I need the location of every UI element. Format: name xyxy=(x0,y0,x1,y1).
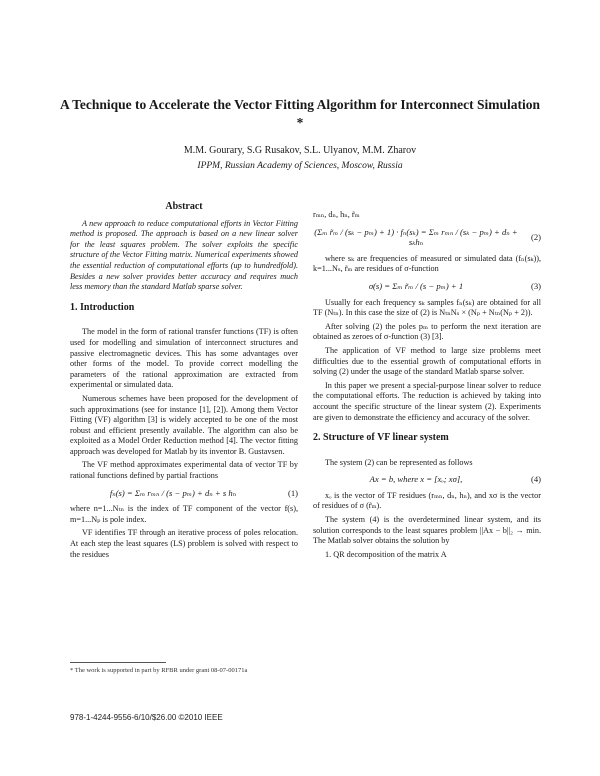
equation-2-body: (Σₘ r̃ₘ / (sₖ − pₘ) + 1) · fₙ(sₖ) = Σₘ rₘₙ / (sₖ − pₘ) + dₙ + sₖhₙ xyxy=(314,226,518,248)
section-heading-introduction: 1. Introduction xyxy=(70,301,135,313)
authors: M.M. Gourary, S.G Rusakov, S.L. Ulyanov, M.M. Zharov xyxy=(183,145,417,156)
right-paragraph-1: where sₖ are frequencies of measured or simulated data (fₙ(sₖ)), k=1...Nₛ, r̃ₘ are residues of σ-function xyxy=(313,253,541,274)
equation-3-number: (3) xyxy=(530,280,541,291)
right-column xyxy=(313,210,541,560)
equation-4-body: Ax = b, where x = [xₒ; xσ], xyxy=(369,474,463,485)
paper-title: A Technique to Accelerate the Vector Fitting Algorithm for Interconnect Simulation * xyxy=(60,97,540,130)
structure-paragraph-2: xₒ is the vector of TF residues (rₘₙ, dₙ, hₙ), and xσ is the vector of residues of σ (r̃ₘ). xyxy=(313,490,541,511)
structure-paragraph-3: The system (4) is the overdetermined linear system, and its solution corresponds to the least squares problem ||Ax − b||₂ → min. The Matlab solver obtains the solution by xyxy=(313,515,541,546)
abstract-text: A new approach to reduce computational efforts in Vector Fitting method is proposed. The approach is based on a new linear solver for the least squares problem. The solver exploits the specific structure of the Vector Fitting matrix. Numerical experiments showed the essential reduction of computational efforts (up to hundredfold). Besides a new solver provides better accuracy and requires much less memory than the standard Matlab sparse solver. xyxy=(70,218,298,292)
affiliation: IPPM, Russian Academy of Sciences, Moscow, Russia xyxy=(197,161,403,171)
equation-2-number: (2) xyxy=(530,231,541,242)
intro-paragraph-3: The VF method approximates experimental data of vector TF by rational functions defined by partial fractions xyxy=(70,460,298,481)
intro-paragraph-1: The model in the form of rational transfer functions (TF) is often used for modelling and simulation of interconnect structures and passive electromagnetic devices. This has some advantages over other forms of the model. To provide correct modelling the parameters of the rational approximation are extracted from experimental or simulated data. xyxy=(70,327,298,390)
section-heading-structure: 2. Structure of VF linear system xyxy=(313,432,449,444)
equation-2 xyxy=(313,227,541,248)
footnote: * The work is supported in part by RFBR under grant 08-07-00171a xyxy=(70,667,248,674)
residues-list: rₘₙ, dₙ, hₙ, r̃ₘ xyxy=(313,210,360,219)
right-paragraph-5: In this paper we present a special-purpose linear solver to reduce the computational efforts. The reduction is achieved by taking into account the specific structure of the linear system (2). Experiments are given to demonstrate the efficiency and accuracy of the solver. xyxy=(313,380,541,422)
abstract-heading: Abstract xyxy=(165,201,203,212)
equation-3-body: σ(s) = Σₘ r̃ₘ / (s − pₘ) + 1 xyxy=(368,280,464,291)
intro-paragraph-5: VF identifies TF through an iterative process of poles relocation. At each step the least squares (LS) problem is solved with respect to the residues xyxy=(70,528,298,559)
left-column xyxy=(70,202,298,563)
equation-4-number: (4) xyxy=(530,474,541,485)
equation-1 xyxy=(70,488,298,499)
equation-3 xyxy=(313,281,541,292)
structure-list-item-1: 1. QR decomposition of the matrix A xyxy=(325,549,447,559)
structure-paragraph-1: The system (2) can be represented as follows xyxy=(325,457,473,467)
footnote-rule xyxy=(70,662,166,663)
intro-paragraph-2: Numerous schemes have been proposed for the development of such approximations (see for instance [1], [2]). Among them Vector Fitting (VF) algorithm [3] is widely accepted to be one of the most robust and efficient presently available. The algorithm can also be exploited as a Model Order Reduction method [4]. The vector fitting approach was developed for Matlab by its inventor B. Gustavsen. xyxy=(70,393,298,456)
equation-1-body: fₙ(s) = Σₘ rₘₙ / (s − pₘ) + dₙ + s hₙ xyxy=(109,487,237,498)
intro-paragraph-4: where n=1...Nₜₙ is the index of TF component of the vector f(s), m=1...Nₚ is pole index. xyxy=(70,504,298,524)
equation-4 xyxy=(313,474,541,485)
equation-1-number: (1) xyxy=(287,487,298,498)
right-paragraph-2: Usually for each frequency sₖ samples fₙ(sₖ) are obtained for all TF (Nₜₙ). In this case the size of (2) is NₜₙNₛ × (Nₚ + Nₜₙ(Nₚ + 2)). xyxy=(313,297,541,318)
right-paragraph-4: The application of VF method to large size problems meet difficulties due to the essential growth of computational efforts in solving (2) under the usage of the standard Matlab sparse solver. xyxy=(313,345,541,377)
footer-copyright: 978-1-4244-9556-6/10/$26.00 ©2010 IEEE xyxy=(70,713,223,722)
right-paragraph-3: After solving (2) the poles pₘ to perform the next iteration are obtained as zeroes of σ-function (3) [3]. xyxy=(313,321,541,342)
